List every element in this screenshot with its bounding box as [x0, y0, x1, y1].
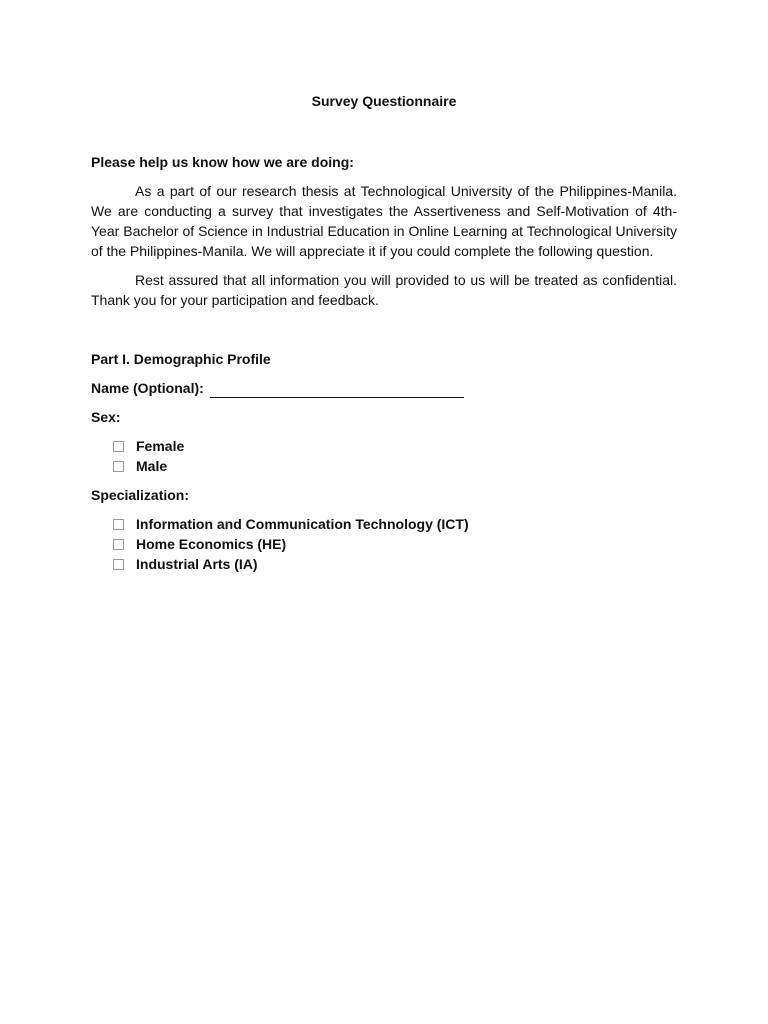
name-input-line[interactable]	[210, 381, 464, 398]
option-label: Female	[136, 438, 185, 454]
option-label: Home Economics (HE)	[136, 536, 287, 552]
sex-options	[91, 436, 677, 476]
option-female[interactable]	[113, 436, 677, 456]
checkbox-icon[interactable]	[113, 461, 124, 472]
option-male[interactable]	[113, 456, 677, 476]
document-body	[91, 152, 677, 583]
checkbox-icon[interactable]	[113, 441, 124, 452]
sex-label: Sex:	[91, 409, 121, 425]
option-he[interactable]	[113, 534, 677, 554]
intro-paragraph: As a part of our research thesis at Technological University of the Philippines-Manila. We are conducting a survey that investigates the Assertiveness and Self-Motivation of 4th-Year Bachelor of Science in Industrial Education in Online Learning at Technological University of the Philippines-Manila. We will appreciate it if you could complete the following question.	[91, 183, 677, 259]
option-ict[interactable]	[113, 514, 677, 534]
checkbox-icon[interactable]	[113, 559, 124, 570]
checkbox-icon[interactable]	[113, 539, 124, 550]
option-label: Information and Communication Technology (ICT)	[136, 516, 469, 532]
option-label: Male	[136, 458, 168, 474]
confidentiality-paragraph: Rest assured that all information you will provided to us will be treated as confidential. Thank you for your participation and feedback.	[91, 272, 677, 308]
option-ia[interactable]	[113, 554, 677, 574]
checkbox-icon[interactable]	[113, 519, 124, 530]
option-label: Industrial Arts (IA)	[136, 556, 258, 572]
intro-heading: Please help us know how we are doing:	[91, 154, 354, 170]
specialization-label: Specialization:	[91, 487, 190, 503]
document-title: Survey Questionnaire	[311, 93, 457, 109]
name-label: Name (Optional):	[91, 380, 204, 396]
name-field-row	[91, 378, 677, 398]
specialization-options	[91, 514, 677, 574]
part-1-heading: Part I. Demographic Profile	[91, 351, 271, 367]
